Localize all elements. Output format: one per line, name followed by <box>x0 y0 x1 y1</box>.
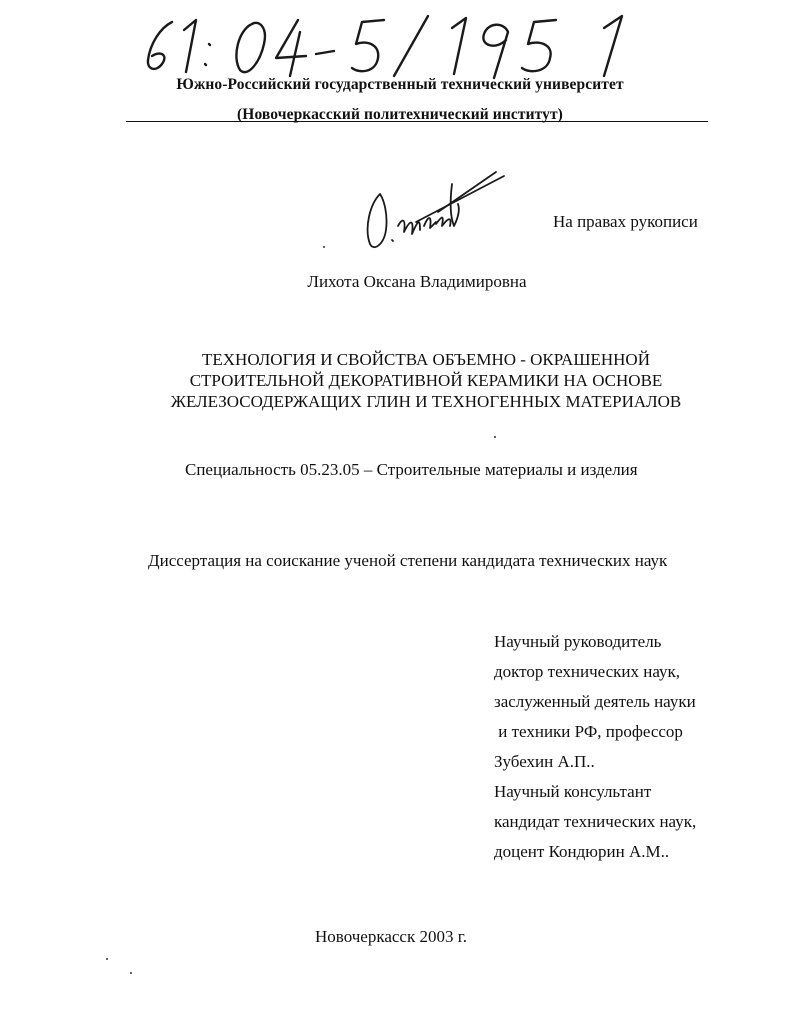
signature <box>320 160 510 255</box>
advisor-line: кандидат технических наук, <box>494 812 697 831</box>
advisor-line: заслуженный деятель науки <box>494 692 696 711</box>
advisor-line: Научный консультант <box>494 782 652 801</box>
scan-speck <box>130 972 132 974</box>
degree-statement: Диссертация на соискание ученой степени кандидата технических наук <box>148 551 668 570</box>
handwritten-archive-code <box>0 0 660 80</box>
scan-speck <box>106 958 108 960</box>
scan-speck <box>494 436 496 438</box>
manuscript-rights-note: На правах рукописи <box>553 212 698 231</box>
specialty-code: Специальность 05.23.05 – Строительные материалы и изделия <box>185 460 638 479</box>
advisor-line: доктор технических наук, <box>494 662 681 681</box>
advisor-line: доцент Кондюрин А.М.. <box>494 842 670 861</box>
place-and-year: Новочеркасск 2003 г. <box>315 927 468 946</box>
advisor-line: Научный руководитель <box>494 632 662 651</box>
dissertation-title <box>0 349 794 412</box>
scan-speck <box>323 246 325 248</box>
author-name: Лихота Оксана Владимировна <box>307 272 527 291</box>
advisors-block <box>494 627 696 867</box>
title-line: ЖЕЛЕЗОСОДЕРЖАЩИХ ГЛИН И ТЕХНОГЕННЫХ МАТЕРИАЛОВ <box>170 392 682 411</box>
header-underline <box>126 121 708 122</box>
advisor-line: и техники РФ, профессор <box>494 722 683 741</box>
title-line: СТРОИТЕЛЬНОЙ ДЕКОРАТИВНОЙ КЕРАМИКИ НА ОСНОВЕ <box>189 371 663 390</box>
institute-name: (Новочеркасский политехнический институт) <box>237 106 563 123</box>
advisor-line: Зубехин А.П.. <box>494 752 595 771</box>
university-name: Южно-Российский государственный технический университет <box>176 76 624 93</box>
title-line: ТЕХНОЛОГИЯ И СВОЙСТВА ОБЪЕМНО - ОКРАШЕННОЙ <box>202 350 650 369</box>
